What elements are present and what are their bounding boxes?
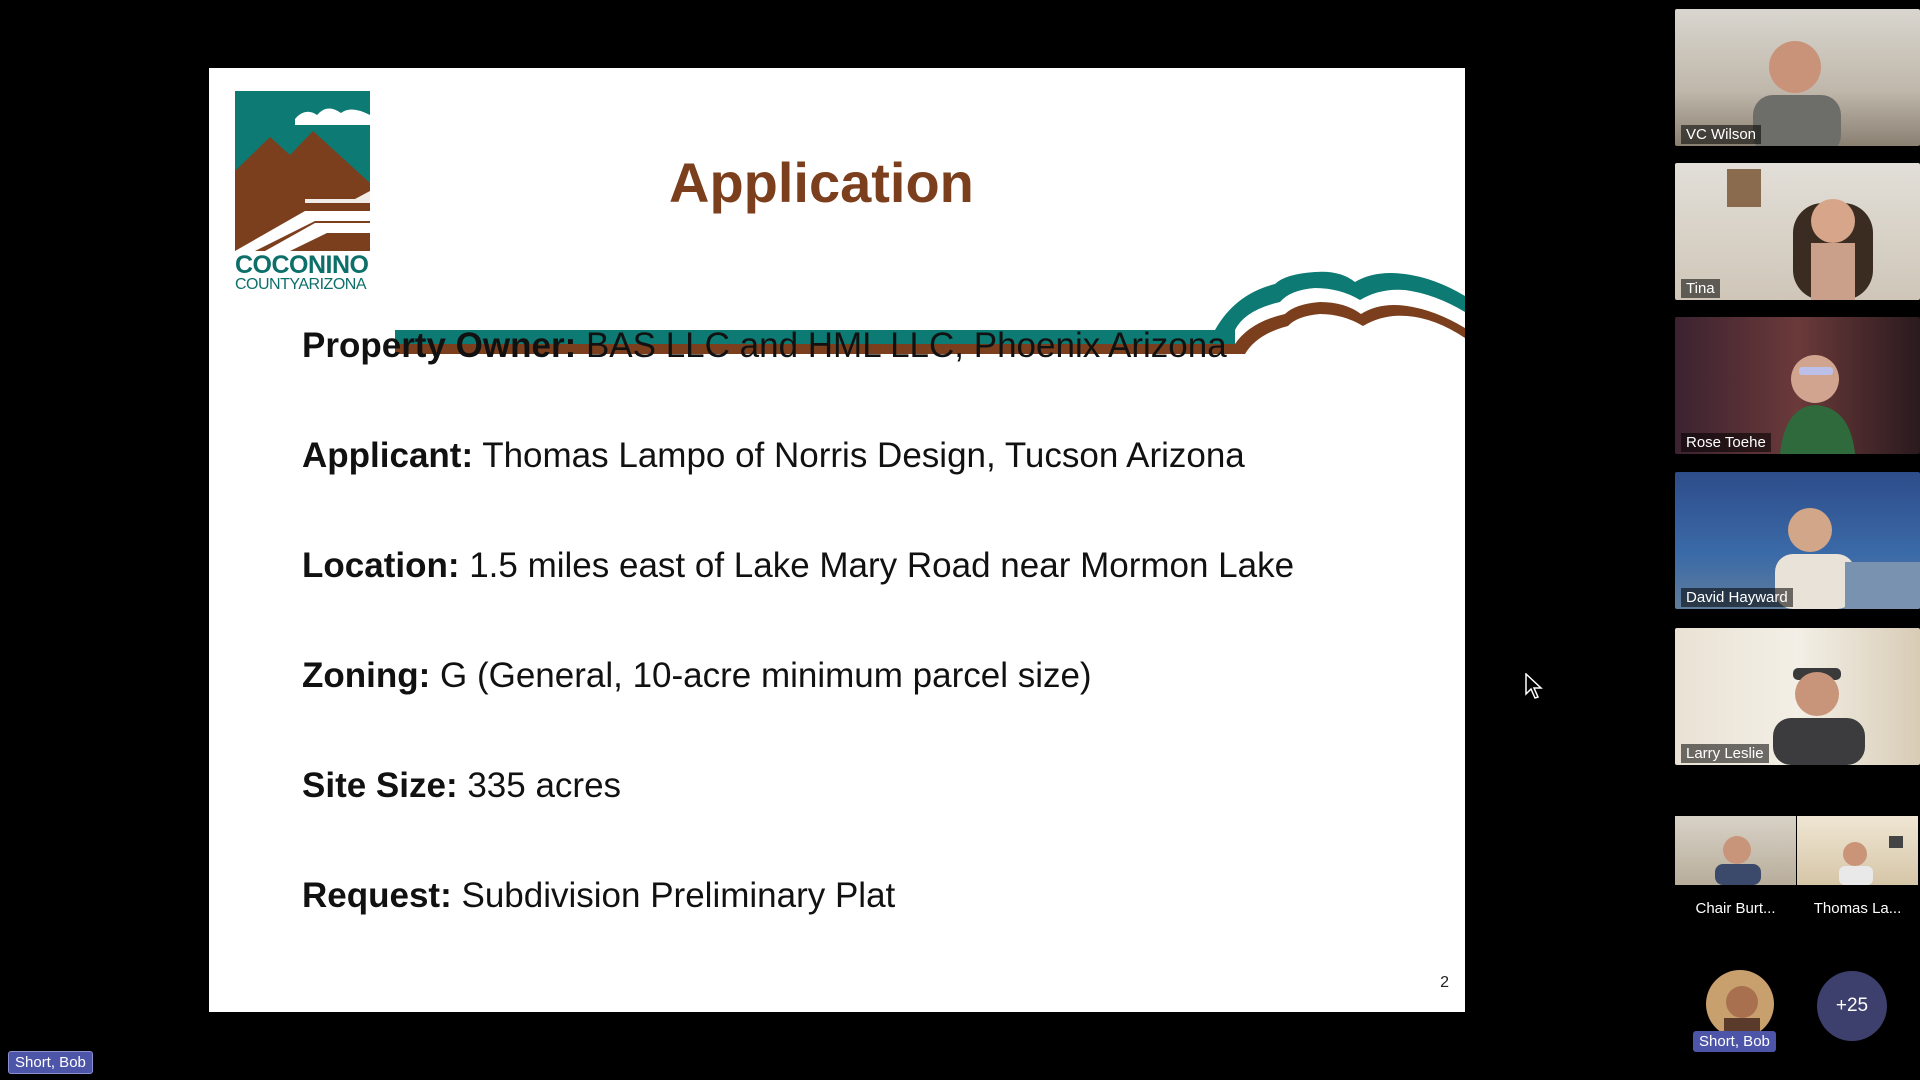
avatar-image bbox=[1706, 970, 1774, 1038]
video-feed bbox=[1797, 816, 1918, 885]
participant-name: Tina bbox=[1681, 279, 1720, 298]
participant-tile[interactable] bbox=[1675, 163, 1920, 300]
participant-name: David Hayward bbox=[1681, 588, 1793, 607]
video-feed bbox=[1675, 816, 1796, 885]
self-name-badge: Short, Bob bbox=[1693, 1031, 1776, 1052]
property-owner-line: Property Owner: BAS LLC and HML LLC, Phoenix Arizona bbox=[302, 326, 1227, 365]
participant-name: Rose Toehe bbox=[1681, 433, 1771, 452]
screen-share-presenter-badge: Short, Bob bbox=[8, 1051, 93, 1074]
participant-name: Larry Leslie bbox=[1681, 744, 1769, 763]
participant-tile-small[interactable] bbox=[1797, 816, 1918, 885]
slide-body bbox=[302, 326, 1442, 986]
mouse-cursor-icon bbox=[1525, 673, 1545, 699]
more-participants-button[interactable]: +25 bbox=[1817, 971, 1887, 1041]
site-size-line: Site Size: 335 acres bbox=[302, 766, 622, 805]
participant-name: VC Wilson bbox=[1681, 125, 1761, 144]
participant-tile-small[interactable] bbox=[1675, 816, 1796, 885]
zoning-line: Zoning: G (General, 10-acre minimum parcel size) bbox=[302, 656, 1092, 695]
participant-name: Thomas La... bbox=[1813, 900, 1902, 917]
self-avatar[interactable] bbox=[1706, 970, 1774, 1038]
logo-subtitle: COUNTYARIZONA bbox=[235, 276, 366, 293]
location-line: Location: 1.5 miles east of Lake Mary Road near Mormon Lake bbox=[302, 546, 1295, 585]
shared-slide bbox=[209, 68, 1465, 1012]
participant-name: Chair Burt... bbox=[1695, 900, 1776, 917]
slide-title: Application bbox=[669, 151, 974, 214]
participant-tile[interactable] bbox=[1675, 9, 1920, 146]
participant-tile[interactable] bbox=[1675, 317, 1920, 454]
applicant-line: Applicant: Thomas Lampo of Norris Design, Tucson Arizona bbox=[302, 436, 1245, 475]
request-line: Request: Subdivision Preliminary Plat bbox=[302, 876, 896, 915]
logo-wordmark: COCONINO bbox=[235, 251, 369, 279]
participant-tile[interactable] bbox=[1675, 628, 1920, 765]
slide-page-number: 2 bbox=[1440, 974, 1449, 991]
participant-tile[interactable] bbox=[1675, 472, 1920, 609]
